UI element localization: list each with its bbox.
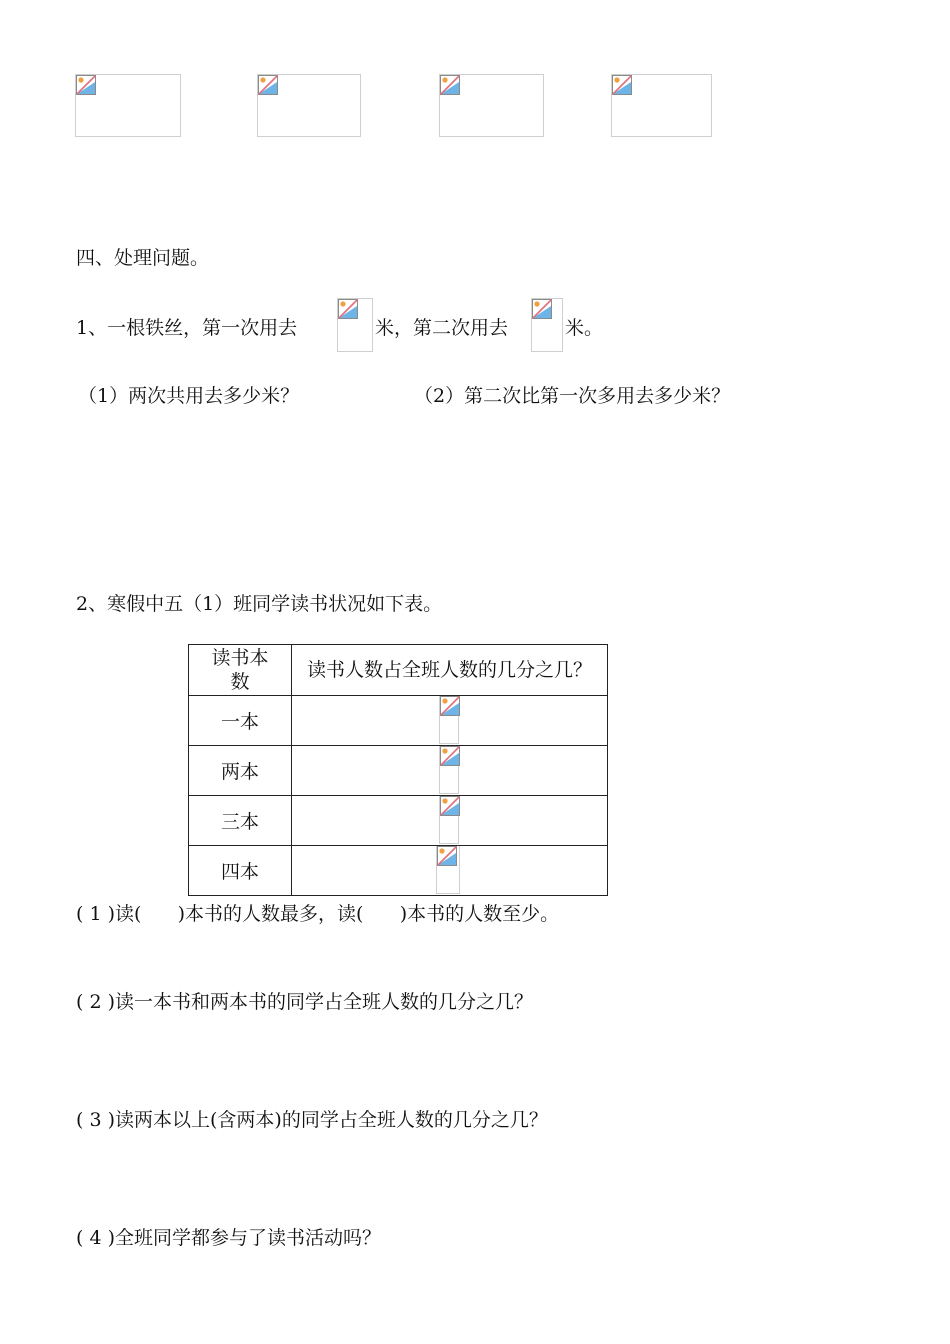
problem2-subquestion-2: ( 2 )读一本书和两本书的同学占全班人数的几分之几？ [76,991,533,1013]
broken-image-icon [437,846,457,866]
table-row [189,846,608,896]
table-row [189,696,608,746]
problem2-subquestion-1: ( 1 )读( )本书的人数最多，读( )本书的人数至少。 [76,903,560,925]
table-row-label: 三本 [189,796,292,846]
table-row [189,746,608,796]
problem1-prefix: 1、一根铁丝，第一次用去 [76,317,298,339]
problem2-intro: 2、寒假中五（1）班同学读书状况如下表。 [76,593,443,615]
table-header-row [189,645,608,696]
problem1-question-1: （1）两次共用去多少米？ [78,385,300,407]
fraction-image-2 [531,298,563,352]
table-row [189,796,608,846]
problem2-subquestion-3: ( 3 )读两本以上(含两本)的同学占全班人数的几分之几？ [76,1109,548,1131]
table-row-value [292,796,608,846]
table-header-fraction: 读书人数占全班人数的几分之几？ [292,645,608,696]
image-placeholder-4 [611,74,712,137]
image-placeholder-2 [257,74,361,137]
problem1-suffix: 米。 [565,317,604,339]
problem1-question-2: （2）第二次比第一次多用去多少米？ [414,385,731,407]
table-row-label: 四本 [189,846,292,896]
problem1-middle: 米，第二次用去 [375,317,509,339]
broken-image-icon [76,75,96,95]
reading-table [188,644,608,896]
table-row-label: 两本 [189,746,292,796]
broken-image-icon [440,696,460,716]
table-row-value [292,846,608,896]
broken-image-icon [532,299,552,319]
table-row-label: 一本 [189,696,292,746]
image-placeholder-1 [75,74,181,137]
table-row-value [292,746,608,796]
broken-image-icon [440,75,460,95]
table-row-value [292,696,608,746]
problem2-subquestion-4: ( 4 )全班同学都参与了读书活动吗？ [76,1227,381,1249]
table-header-books: 读书本数 [189,645,292,696]
fraction-image-1 [337,298,373,352]
section-title: 四、处理问题。 [76,247,210,269]
broken-image-icon [612,75,632,95]
image-placeholder-3 [439,74,544,137]
broken-image-icon [258,75,278,95]
broken-image-icon [440,746,460,766]
broken-image-icon [338,299,358,319]
broken-image-icon [440,796,460,816]
